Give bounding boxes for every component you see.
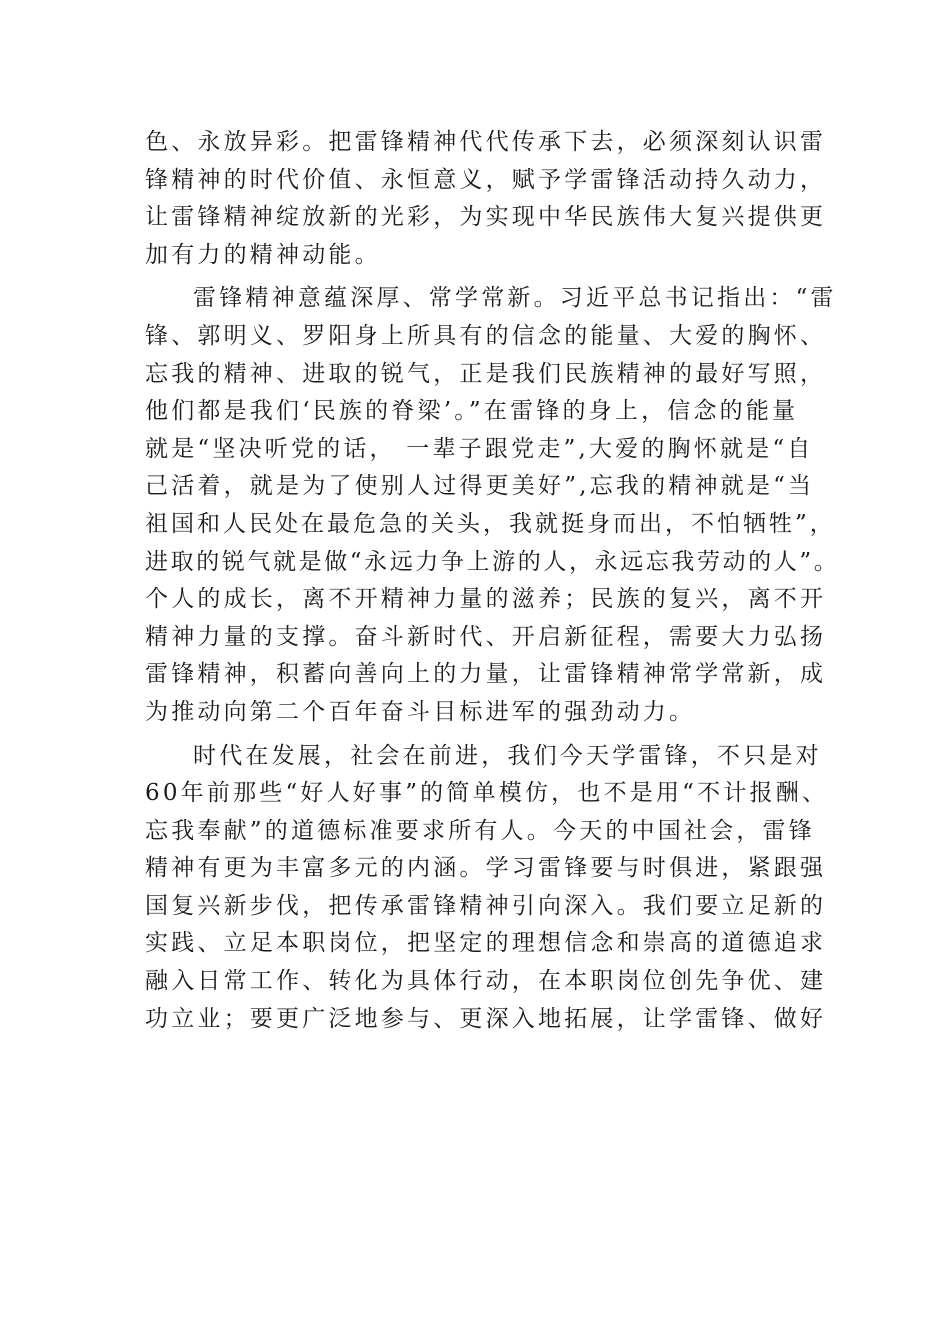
text-line: 精神力量的支撑。奋斗新时代、开启新征程，需要大力弘扬 [145,623,827,650]
text-line: 时代在发展，社会在前进，我们今天学雷锋，不只是对 [193,742,822,769]
text-line: 己活着，就是为了使别人过得更美好”,忘我的精神就是“当 [145,473,815,500]
paragraph-1 [145,124,827,274]
text-line: 他们都是我们‘民族的脊梁’。”在雷锋的身上，信念的能量 [145,398,799,425]
text-line: 雷锋精神，积蓄向善向上的力量，让雷锋精神常学常新，成 [145,661,827,688]
text-line: 让雷锋精神绽放新的光彩，为实现中华民族伟大复兴提供更 [145,204,827,231]
text-line: 忘我的精神、进取的锐气，正是我们民族精神的最好写照， [145,360,827,387]
text-line: 加有力的精神动能。 [145,241,381,268]
text-line: 锋、郭明义、罗阳身上所具有的信念的能量、大爱的胸怀、 [145,322,827,349]
text-line: 就是“坚决听党的话， 一辈子跟党走”,大爱的胸怀就是“自 [145,435,814,462]
text-line: 进取的锐气就是做“永远力争上游的人，永远忘我劳动的人”。 [145,548,840,575]
paragraph-2 [145,280,840,731]
text-line: 色、永放异彩。把雷锋精神代代传承下去，必须深刻认识雷 [145,129,827,155]
text-line: 国复兴新步伐，把传承雷锋精神引向深入。我们要立足新的 [145,892,827,919]
text-line: 个人的成长，离不开精神力量的滋养；民族的复兴，离不开 [145,586,827,613]
paragraph-3 [145,738,829,1039]
text-line: 融入日常工作、转化为具体行动，在本职岗位创先争优、建 [145,968,827,995]
text-line: 精神有更为丰富多元的内涵。学习雷锋要与时俱进，紧跟强 [145,855,827,882]
text-line: 锋精神的时代价值、永恒意义，赋予学雷锋活动持久动力， [145,166,827,193]
text-line: 为推动向第二个百年奋斗目标进军的强劲动力。 [145,698,696,725]
document-body [145,124,840,1044]
text-line: 实践、立足本职岗位，把坚定的理想信念和崇高的道德追求 [145,930,827,957]
text-line: 60年前那些“好人好事”的简单模仿，也不是用“不计报酬、 [145,780,829,807]
text-line: 雷锋精神意蕴深厚、常学常新。习近平总书记指出：“雷 [193,285,837,312]
text-line: 忘我奉献”的道德标准要求所有人。今天的中国社会，雷锋 [145,817,815,844]
text-line: 功立业；要更广泛地参与、更深入地拓展，让学雷锋、做好 [145,1005,827,1032]
text-line: 祖国和人民处在最危急的关头，我就挺身而出，不怕牺牲”， [145,510,836,537]
